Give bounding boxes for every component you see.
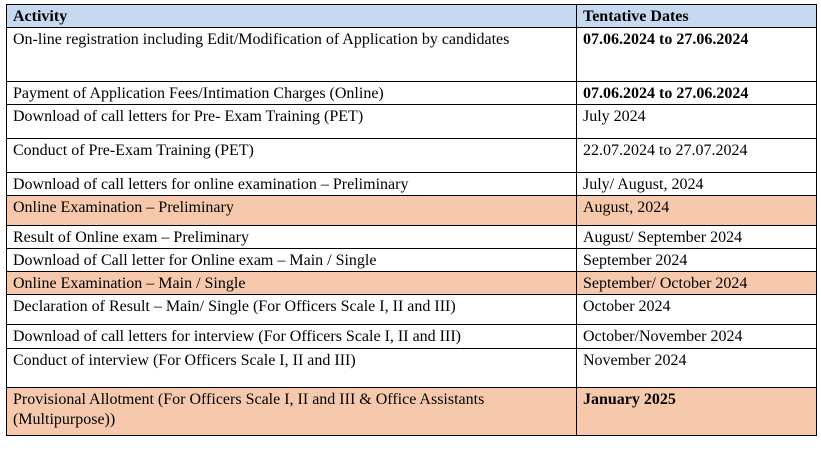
activity-cell: Download of Call letter for Online exam – Main / Single xyxy=(7,249,577,272)
dates-cell: 22.07.2024 to 27.07.2024 xyxy=(577,139,817,173)
table-row xyxy=(7,82,817,105)
activity-cell: Online Examination – Main / Single xyxy=(7,272,577,295)
table-row-highlighted xyxy=(7,196,817,226)
table-row xyxy=(7,295,817,325)
dates-cell: August/ September 2024 xyxy=(577,226,817,249)
dates-cell: November 2024 xyxy=(577,349,817,388)
dates-cell: October 2024 xyxy=(577,295,817,325)
dates-cell: August, 2024 xyxy=(577,196,817,226)
table-row xyxy=(7,249,817,272)
activity-cell: Conduct of Pre-Exam Training (PET) xyxy=(7,139,577,173)
activity-cell: Payment of Application Fees/Intimation Charges (Online) xyxy=(7,82,577,105)
activity-cell: Download of call letters for Pre- Exam Training (PET) xyxy=(7,105,577,139)
table-header-row xyxy=(7,5,817,28)
dates-cell: September 2024 xyxy=(577,249,817,272)
table-row xyxy=(7,226,817,249)
schedule-table xyxy=(6,4,817,436)
table-row-highlighted xyxy=(7,388,817,436)
table-row xyxy=(7,28,817,82)
activity-cell: Conduct of interview (For Officers Scale I, II and III) xyxy=(7,349,577,388)
activity-cell: Download of call letters for online examination – Preliminary xyxy=(7,173,577,196)
table-row xyxy=(7,349,817,388)
activity-cell: On-line registration including Edit/Modification of Application by candidates xyxy=(7,28,577,82)
activity-cell: Result of Online exam – Preliminary xyxy=(7,226,577,249)
dates-cell: July/ August, 2024 xyxy=(577,173,817,196)
dates-cell: September/ October 2024 xyxy=(577,272,817,295)
table-row xyxy=(7,173,817,196)
activity-cell: Online Examination – Preliminary xyxy=(7,196,577,226)
column-header-dates: Tentative Dates xyxy=(577,5,817,28)
dates-cell: 07.06.2024 to 27.06.2024 xyxy=(577,82,817,105)
table-row xyxy=(7,105,817,139)
dates-cell: October/November 2024 xyxy=(577,325,817,349)
column-header-activity: Activity xyxy=(7,5,577,28)
dates-cell: July 2024 xyxy=(577,105,817,139)
activity-cell: Declaration of Result – Main/ Single (For Officers Scale I, II and III) xyxy=(7,295,577,325)
table-row xyxy=(7,139,817,173)
activity-cell: Download of call letters for interview (For Officers Scale I, II and III) xyxy=(7,325,577,349)
dates-cell: 07.06.2024 to 27.06.2024 xyxy=(577,28,817,82)
activity-cell: Provisional Allotment (For Officers Scale I, II and III & Office Assistants (Multipurpose)) xyxy=(7,388,577,436)
dates-cell: January 2025 xyxy=(577,388,817,436)
table-row-highlighted xyxy=(7,272,817,295)
table-row xyxy=(7,325,817,349)
